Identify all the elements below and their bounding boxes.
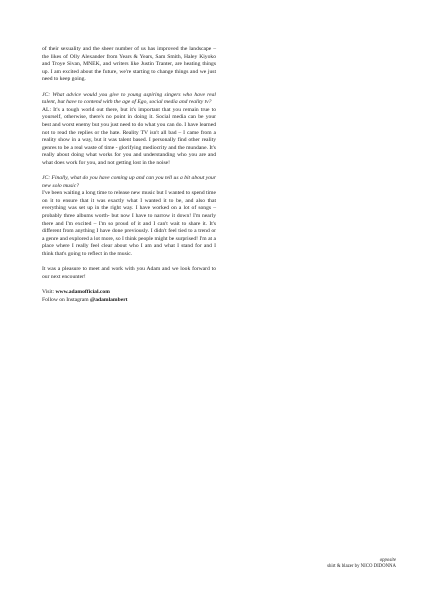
follow-line — [42, 297, 216, 305]
intro-paragraph: of their sexuality and the sheer number of us has improved the landscape – the likes of Olly Alexander from Years & Years, Sam Smith, Haley Kiyoko and Troye Sivan, MNEK, and writers like Justin Tranter, are heating things up. I am excited about the future, we're starting to change things and we just need to keep going. — [42, 46, 216, 83]
answer-2: I've been waiting a long time to release new music but I wanted to spend time on it to ensure that it was exactly what I wanted it to be, and also that everything was set up in the right way. I have worked on a lot of songs – probably three albums worth- but now I have to narrow it down! I'm nearly there and I'm excited – I'm so proud of it and I can't wait to share it. It's different from anything I have done previously. I didn't feel tied to a trend or a genre and explored a lot more, so I think people might be surprised! I'm at a place where I really feel clear about who I am and what I stand for and I think that's going to reflect in the music. — [42, 190, 216, 258]
answer-1: AL: It's a tough world out there, but it's important that you remain true to yourself, otherwise, there's no point in doing it. Social media can be your best and worst enemy but you just need to do what you can do. I have learned not to read the replies or the hate. Reality TV isn't all bad – I came from a reality show in a way, but it was talent based. I personally find other reality genres to be a real waste of time - glorifying mediocrity and the mundane. It's really about doing what works for you and understanding who you are and what does work for you, and not getting lost in the noise! — [42, 106, 216, 166]
visit-label: Visit: — [42, 289, 56, 295]
closing-paragraph: It was a pleasure to meet and work with you Adam and we look forward to our next encounter! — [42, 266, 216, 280]
question-1: JC: What advice would you give to young aspiring singers who have real talent, but have to contend with the age of Ego, social media and reality tv? — [42, 91, 216, 106]
website-link[interactable]: www.adamofficial.com — [55, 289, 110, 295]
instagram-link[interactable]: @adamlambert — [90, 296, 128, 303]
visit-line — [42, 289, 216, 297]
article-column — [42, 46, 216, 304]
follow-label: Follow on Instagram — [42, 296, 91, 303]
photo-credit — [236, 558, 396, 570]
question-2: JC: Finally, what do you have coming up and can you tell us a bit about your new solo music? — [42, 175, 216, 189]
credit-opposite: opposite — [379, 558, 396, 563]
credit-text: shirt & blazer by NICO DIDONNA — [327, 564, 396, 569]
